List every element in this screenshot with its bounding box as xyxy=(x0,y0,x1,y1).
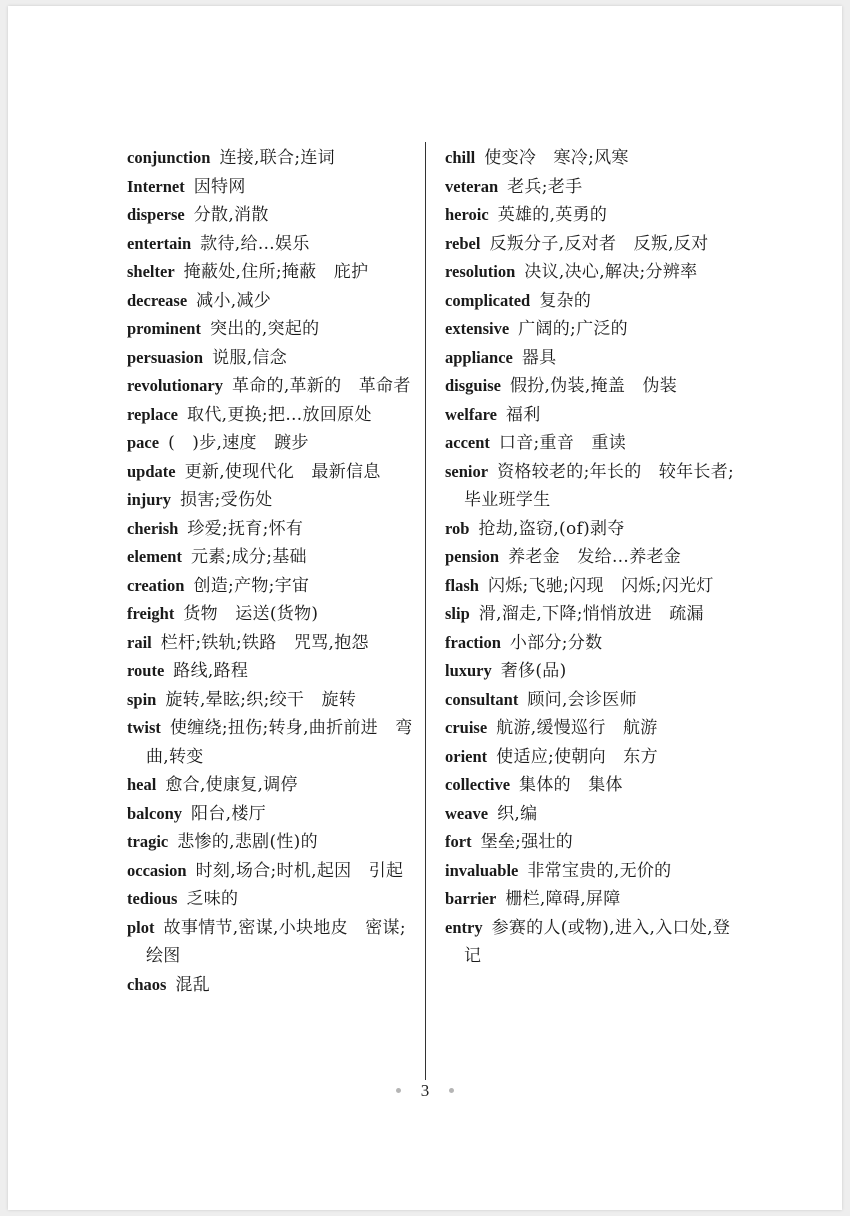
vocab-entry xyxy=(445,572,735,601)
vocab-word: replace xyxy=(127,404,179,424)
vocab-word: appliance xyxy=(445,347,513,367)
vocab-definition: 非常宝贵的,无价的 xyxy=(527,860,672,881)
vocab-word: injury xyxy=(127,490,172,509)
vocab-entry xyxy=(127,401,419,430)
vocab-word: pension xyxy=(445,547,500,566)
vocab-definition: 连接,联合;连词 xyxy=(219,148,335,168)
vocab-definition: 奢侈(品) xyxy=(500,661,567,681)
vocab-definition: 货物 运送(货物) xyxy=(183,604,319,624)
vocab-word: heroic xyxy=(445,205,489,224)
vocab-definition: 栅栏,障碍,屏障 xyxy=(505,889,621,909)
vocab-entry xyxy=(445,686,735,715)
vocab-word: route xyxy=(127,661,165,680)
vocab-definition: 珍爱;抚育;怀有 xyxy=(187,518,304,539)
vocab-word: occasion xyxy=(127,860,187,880)
vocab-word: decrease xyxy=(127,290,188,310)
vocab-entry xyxy=(445,743,735,772)
vocab-definition: 织,编 xyxy=(497,803,538,824)
vocab-definition: 堡垒;强壮的 xyxy=(480,832,574,852)
vocab-word: spin xyxy=(127,689,157,709)
vocab-entry xyxy=(127,486,419,515)
vocab-word: Internet xyxy=(127,176,185,196)
vocab-definition: 使缠绕;扭伤;转身,曲折前进 弯曲,转变 xyxy=(146,718,413,767)
vocab-entry xyxy=(127,515,419,544)
vocab-word: revolutionary xyxy=(127,376,223,395)
vocab-definition: 决议,决心,解决;分辨率 xyxy=(524,262,698,282)
vocab-entry xyxy=(445,144,735,173)
vocab-entry xyxy=(445,543,735,572)
vocab-word: pace xyxy=(127,433,160,452)
vocab-definition: 集体的 集体 xyxy=(519,775,623,795)
vocab-word: rebel xyxy=(445,233,481,253)
vocab-definition: 路线,路程 xyxy=(173,661,249,681)
vocab-word: prominent xyxy=(127,319,201,338)
vocab-word: slip xyxy=(445,604,470,623)
vocab-word: welfare xyxy=(445,404,497,424)
left-column xyxy=(127,144,419,999)
vocab-definition: 参赛的人(或物),进入,入口处,登记 xyxy=(464,917,731,966)
vocab-definition: 口音;重音 重读 xyxy=(498,433,627,453)
vocab-entry xyxy=(127,201,419,230)
vocab-word: luxury xyxy=(445,661,492,680)
vocab-word: element xyxy=(127,547,182,566)
vocab-entry xyxy=(445,458,735,515)
vocab-entry xyxy=(127,429,419,458)
vocab-entry xyxy=(445,600,735,629)
vocab-entry xyxy=(127,914,419,971)
vocab-definition: 资格较老的;年长的 较年长者;毕业班学生 xyxy=(464,461,735,510)
vocab-entry xyxy=(445,201,735,230)
vocab-word: plot xyxy=(127,917,155,937)
vocab-entry xyxy=(127,230,419,259)
vocab-word: freight xyxy=(127,604,175,623)
vocab-entry xyxy=(127,144,419,173)
vocab-entry xyxy=(127,173,419,202)
vocab-definition: 滑,溜走,下降;悄悄放进 疏漏 xyxy=(478,604,704,624)
vocab-entry xyxy=(445,629,735,658)
vocab-word: persuasion xyxy=(127,347,204,367)
vocab-entry xyxy=(445,885,735,914)
vocab-word: collective xyxy=(445,775,511,794)
vocab-entry xyxy=(127,657,419,686)
vocab-entry xyxy=(127,258,419,287)
vocab-word: heal xyxy=(127,775,157,794)
vocab-entry xyxy=(445,657,735,686)
column-divider xyxy=(425,142,426,1080)
vocab-definition: 款待,给…娱乐 xyxy=(200,233,310,254)
vocab-definition: 使变冷 寒冷;风寒 xyxy=(484,148,629,168)
vocab-entry xyxy=(445,914,735,971)
vocab-entry xyxy=(445,429,735,458)
vocab-definition: 故事情节,密谋,小块地皮 密谋;绘图 xyxy=(146,917,406,966)
vocab-word: accent xyxy=(445,433,490,452)
vocab-entry xyxy=(445,828,735,857)
vocab-word: cruise xyxy=(445,718,488,737)
vocab-entry xyxy=(127,857,419,886)
vocab-word: shelter xyxy=(127,262,175,281)
vocab-definition: 减小,减少 xyxy=(196,290,272,311)
vocab-definition: 分散,消散 xyxy=(193,205,269,225)
vocab-word: creation xyxy=(127,575,185,595)
vocab-definition: 栏杆;铁轨;铁路 咒骂,抱怨 xyxy=(160,632,369,653)
vocab-definition: 抢劫,盗窃,(of)剥夺 xyxy=(478,518,625,539)
vocab-entry xyxy=(445,372,735,401)
vocab-word: tedious xyxy=(127,889,178,908)
vocab-definition: 革命的,革新的 革命者 xyxy=(231,376,411,396)
vocab-entry xyxy=(127,771,419,800)
vocab-entry xyxy=(445,315,735,344)
footer-dot-right xyxy=(449,1088,454,1093)
vocab-entry xyxy=(445,230,735,259)
vocab-entry xyxy=(445,173,735,202)
vocab-entry xyxy=(445,344,735,373)
footer-dot-left xyxy=(396,1088,401,1093)
vocab-entry xyxy=(127,287,419,316)
vocab-definition: 混乱 xyxy=(175,974,211,995)
vocab-word: chaos xyxy=(127,974,167,994)
vocab-entry xyxy=(127,885,419,914)
vocab-definition: 突出的,突起的 xyxy=(209,319,320,339)
vocab-definition: 反叛分子,反对者 反叛,反对 xyxy=(489,233,709,254)
vocab-word: disperse xyxy=(127,205,185,224)
vocab-word: cherish xyxy=(127,518,179,538)
vocab-word: rob xyxy=(445,518,470,538)
vocab-word: entry xyxy=(445,917,483,937)
right-column xyxy=(445,144,735,971)
vocab-word: orient xyxy=(445,746,488,766)
vocab-definition: 愈合,使康复,调停 xyxy=(165,775,298,795)
vocab-entry xyxy=(127,714,419,771)
vocab-word: rail xyxy=(127,632,152,652)
vocab-entry xyxy=(445,515,735,544)
vocab-word: entertain xyxy=(127,233,192,253)
vocab-entry xyxy=(127,458,419,487)
vocab-word: resolution xyxy=(445,262,516,281)
vocab-entry xyxy=(127,971,419,1000)
vocab-entry xyxy=(127,315,419,344)
vocab-definition: 乏味的 xyxy=(186,889,239,909)
vocab-word: consultant xyxy=(445,689,519,709)
vocab-definition: 福利 xyxy=(505,404,541,425)
vocab-definition: 广阔的;广泛的 xyxy=(518,319,628,339)
vocab-definition: 创造;产物;宇宙 xyxy=(193,575,310,596)
vocab-entry xyxy=(127,686,419,715)
vocab-definition: 英雄的,英勇的 xyxy=(497,205,608,225)
vocab-word: extensive xyxy=(445,319,510,338)
vocab-entry xyxy=(127,572,419,601)
vocab-entry xyxy=(127,629,419,658)
vocab-entry xyxy=(445,287,735,316)
vocab-entry xyxy=(127,828,419,857)
vocab-definition: ( )步,速度 踱步 xyxy=(168,433,309,453)
vocab-definition: 使适应;使朝向 东方 xyxy=(496,746,658,767)
vocab-word: complicated xyxy=(445,290,531,310)
vocab-entry xyxy=(127,800,419,829)
vocab-definition: 小部分;分数 xyxy=(509,632,603,653)
page-number: 3 xyxy=(420,1081,430,1100)
vocab-definition: 元素;成分;基础 xyxy=(190,547,307,567)
vocab-definition: 老兵;老手 xyxy=(507,176,583,197)
vocab-word: fort xyxy=(445,832,472,851)
vocab-definition: 时刻,场合;时机,起因 引起 xyxy=(195,860,404,881)
vocab-definition: 损害;受伤处 xyxy=(180,490,273,510)
vocab-entry xyxy=(445,857,735,886)
vocab-word: barrier xyxy=(445,889,497,908)
vocab-word: tragic xyxy=(127,832,169,851)
vocab-definition: 顾问,会诊医师 xyxy=(527,689,637,710)
vocab-word: conjunction xyxy=(127,148,211,167)
vocab-definition: 更新,使现代化 最新信息 xyxy=(184,461,381,482)
vocab-word: chill xyxy=(445,148,476,167)
vocab-definition: 悲惨的,悲剧(性)的 xyxy=(177,832,318,852)
vocab-word: senior xyxy=(445,461,489,481)
vocab-definition: 因特网 xyxy=(193,176,246,197)
vocab-entry xyxy=(445,714,735,743)
vocab-definition: 旋转,晕眩;织;绞干 旋转 xyxy=(165,689,357,710)
vocab-definition: 取代,更换;把…放回原处 xyxy=(187,404,372,425)
vocab-word: twist xyxy=(127,718,161,737)
vocab-entry xyxy=(445,401,735,430)
document-page xyxy=(8,6,842,1210)
vocab-word: flash xyxy=(445,575,479,595)
vocab-word: disguise xyxy=(445,376,501,395)
vocab-word: fraction xyxy=(445,632,501,652)
vocab-entry xyxy=(127,372,419,401)
vocab-entry xyxy=(445,771,735,800)
vocab-entry xyxy=(127,600,419,629)
vocab-word: balcony xyxy=(127,803,183,823)
vocab-definition: 假扮,伪装,掩盖 伪装 xyxy=(509,376,678,396)
vocab-definition: 说服,信念 xyxy=(212,347,288,368)
vocab-entry xyxy=(445,258,735,287)
vocab-definition: 闪烁;飞驰;闪现 闪烁;闪光灯 xyxy=(487,575,714,596)
vocab-definition: 养老金 发给…养老金 xyxy=(508,547,682,567)
vocab-definition: 航游,缓慢巡行 航游 xyxy=(496,718,658,738)
vocab-entry xyxy=(127,543,419,572)
page-footer xyxy=(8,1081,842,1101)
vocab-definition: 器具 xyxy=(521,347,557,368)
vocab-entry xyxy=(127,344,419,373)
vocab-definition: 阳台,楼厅 xyxy=(191,803,266,824)
vocab-definition: 掩蔽处,住所;掩蔽 庇护 xyxy=(183,262,369,282)
vocab-entry xyxy=(445,800,735,829)
vocab-definition: 复杂的 xyxy=(539,290,592,311)
vocab-word: update xyxy=(127,461,176,481)
vocab-word: invaluable xyxy=(445,860,519,880)
vocab-word: weave xyxy=(445,803,489,823)
vocab-word: veteran xyxy=(445,176,499,196)
